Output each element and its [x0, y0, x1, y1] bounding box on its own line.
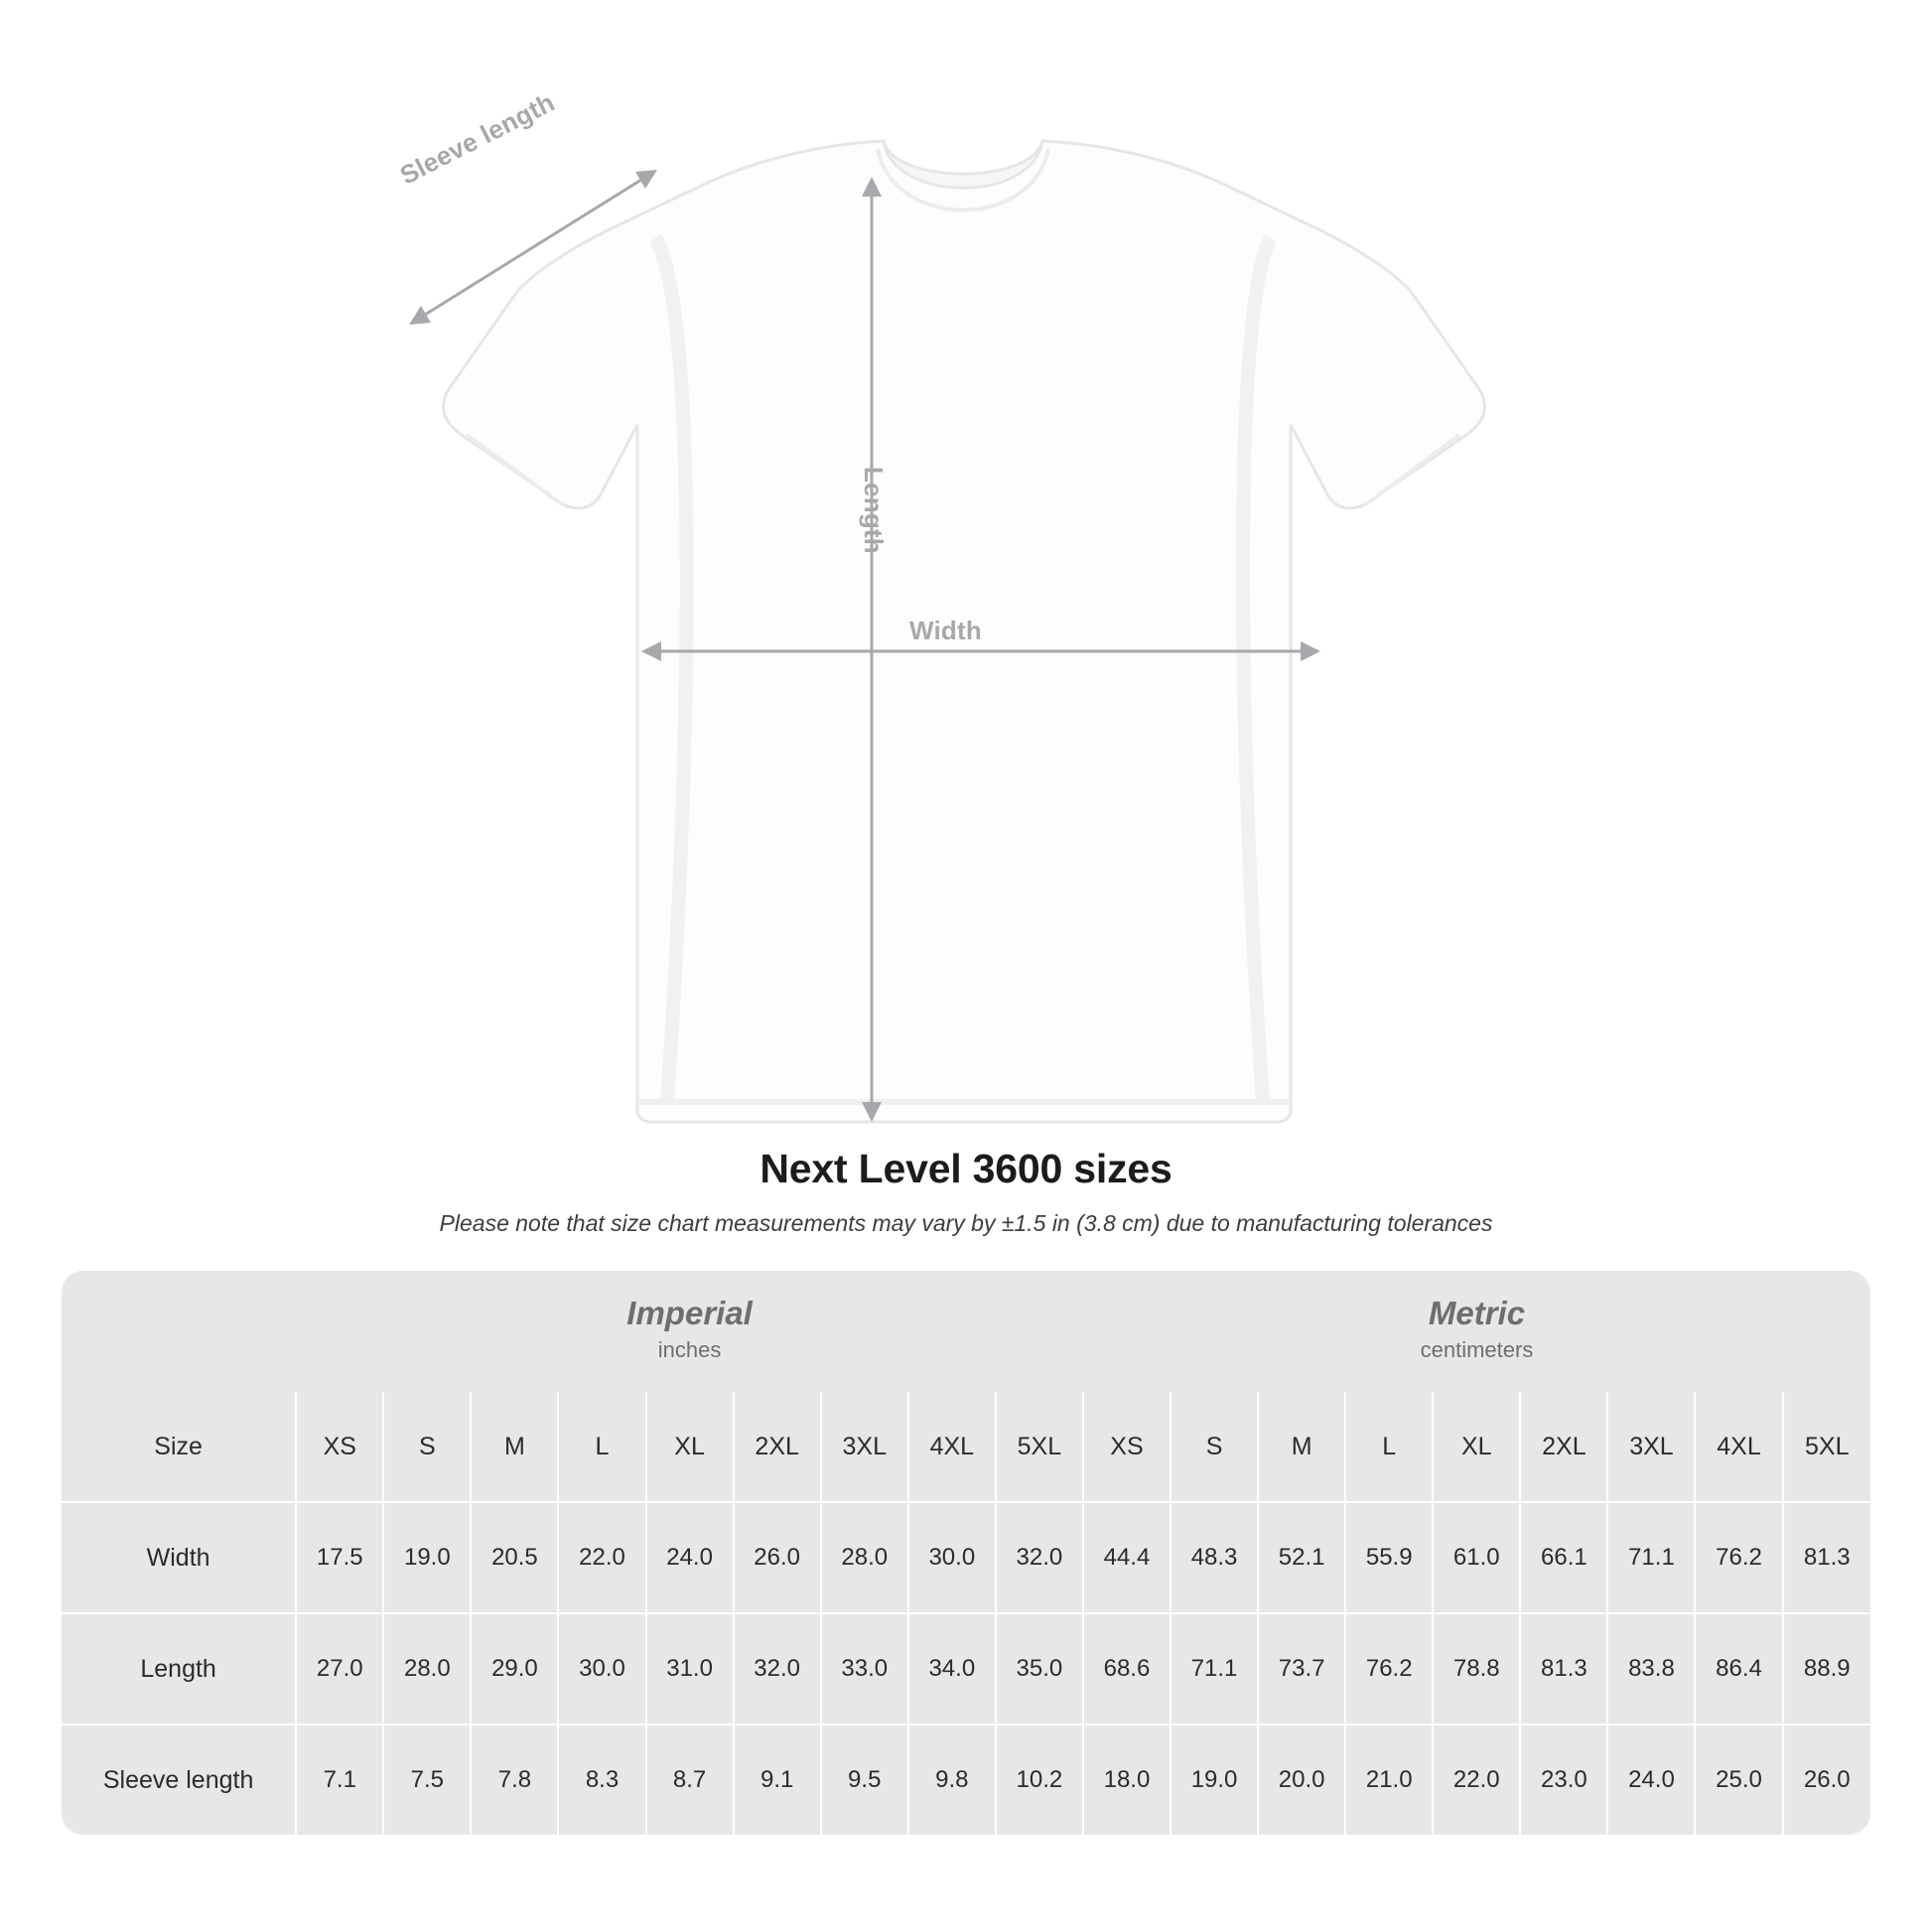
- cell-sleeve-imperial-xs: 7.1: [296, 1725, 383, 1835]
- cell-width-metric-s: 48.3: [1171, 1502, 1258, 1613]
- cell-width-imperial-xl: 24.0: [646, 1502, 734, 1613]
- table-header-row: [62, 1392, 1870, 1502]
- cell-length-metric-s: 71.1: [1171, 1613, 1258, 1725]
- page-title: Next Level 3600 sizes: [759, 1146, 1173, 1191]
- cell-length-imperial-m: 29.0: [471, 1613, 558, 1725]
- tolerance-note: Please note that size chart measurements may vary by ±1.5 in (3.8 cm) due to manufacturing tolerances: [439, 1210, 1493, 1236]
- cell-sleeve-imperial-m: 7.8: [471, 1725, 558, 1835]
- cell-length-imperial-xs: 27.0: [296, 1613, 383, 1725]
- header-imperial-m: M: [471, 1392, 558, 1502]
- cell-length-imperial-l: 30.0: [558, 1613, 645, 1725]
- header-imperial-xs: XS: [296, 1392, 383, 1502]
- cell-length-imperial-5xl: 35.0: [996, 1613, 1083, 1725]
- header-metric-xl: XL: [1433, 1392, 1520, 1502]
- header-imperial-4xl: 4XL: [908, 1392, 996, 1502]
- cell-width-imperial-s: 19.0: [383, 1502, 471, 1613]
- header-imperial-3xl: 3XL: [821, 1392, 908, 1502]
- cell-length-metric-3xl: 83.8: [1607, 1613, 1695, 1725]
- cell-width-metric-4xl: 76.2: [1695, 1502, 1782, 1613]
- cell-width-metric-5xl: 81.3: [1783, 1502, 1870, 1613]
- header-metric-5xl: 5XL: [1783, 1392, 1870, 1502]
- cell-width-metric-2xl: 66.1: [1520, 1502, 1607, 1613]
- cell-sleeve-metric-m: 20.0: [1258, 1725, 1345, 1835]
- header-metric-3xl: 3XL: [1607, 1392, 1695, 1502]
- cell-sleeve-imperial-3xl: 9.5: [821, 1725, 908, 1835]
- cell-sleeve-imperial-2xl: 9.1: [734, 1725, 821, 1835]
- cell-length-metric-xl: 78.8: [1433, 1613, 1520, 1725]
- header-imperial-s: S: [383, 1392, 471, 1502]
- row-label-width: Width: [62, 1502, 296, 1613]
- cell-length-metric-l: 76.2: [1345, 1613, 1433, 1725]
- header-metric-2xl: 2XL: [1520, 1392, 1607, 1502]
- cell-width-metric-m: 52.1: [1258, 1502, 1345, 1613]
- cell-sleeve-imperial-xl: 8.7: [646, 1725, 734, 1835]
- cell-length-imperial-s: 28.0: [383, 1613, 471, 1725]
- cell-width-metric-xl: 61.0: [1433, 1502, 1520, 1613]
- unit-header-imperial: [296, 1271, 1083, 1392]
- unit-header-row: [62, 1271, 1870, 1392]
- row-label-sleeve-length: Sleeve length: [62, 1725, 296, 1835]
- width-dimension-label: Width: [909, 616, 982, 645]
- cell-width-metric-3xl: 71.1: [1607, 1502, 1695, 1613]
- cell-sleeve-metric-s: 19.0: [1171, 1725, 1258, 1835]
- table-row: [62, 1725, 1870, 1835]
- table-row: [62, 1613, 1870, 1725]
- unit-header-metric: [1083, 1271, 1870, 1392]
- cell-sleeve-imperial-l: 8.3: [558, 1725, 645, 1835]
- cell-width-imperial-xs: 17.5: [296, 1502, 383, 1613]
- cell-length-metric-5xl: 88.9: [1783, 1613, 1870, 1725]
- cell-length-imperial-3xl: 33.0: [821, 1613, 908, 1725]
- sleeve-length-dimension-label: Sleeve length: [395, 86, 560, 191]
- metric-sublabel: centimeters: [1420, 1337, 1534, 1363]
- size-table-container: [62, 1271, 1870, 1835]
- header-metric-m: M: [1258, 1392, 1345, 1502]
- header-size: Size: [62, 1392, 296, 1502]
- cell-sleeve-metric-4xl: 25.0: [1695, 1725, 1782, 1835]
- cell-length-imperial-2xl: 32.0: [734, 1613, 821, 1725]
- header-metric-s: S: [1171, 1392, 1258, 1502]
- cell-sleeve-metric-2xl: 23.0: [1520, 1725, 1607, 1835]
- cell-sleeve-metric-l: 21.0: [1345, 1725, 1433, 1835]
- header-imperial-2xl: 2XL: [734, 1392, 821, 1502]
- cell-length-metric-xs: 68.6: [1083, 1613, 1171, 1725]
- imperial-label: Imperial: [626, 1295, 753, 1332]
- cell-sleeve-imperial-4xl: 9.8: [908, 1725, 996, 1835]
- cell-length-imperial-xl: 31.0: [646, 1613, 734, 1725]
- cell-length-metric-2xl: 81.3: [1520, 1613, 1607, 1725]
- length-dimension-label: Length: [859, 467, 889, 554]
- header-metric-xs: XS: [1083, 1392, 1171, 1502]
- cell-sleeve-metric-3xl: 24.0: [1607, 1725, 1695, 1835]
- imperial-sublabel: inches: [657, 1337, 722, 1363]
- size-table: [62, 1271, 1870, 1835]
- header-metric-l: L: [1345, 1392, 1433, 1502]
- header-imperial-5xl: 5XL: [996, 1392, 1083, 1502]
- row-label-length: Length: [62, 1613, 296, 1725]
- unit-header-spacer: [62, 1271, 296, 1392]
- header-imperial-l: L: [558, 1392, 645, 1502]
- cell-width-imperial-4xl: 30.0: [908, 1502, 996, 1613]
- cell-width-metric-xs: 44.4: [1083, 1502, 1171, 1613]
- cell-width-imperial-3xl: 28.0: [821, 1502, 908, 1613]
- cell-width-imperial-2xl: 26.0: [734, 1502, 821, 1613]
- cell-sleeve-metric-xs: 18.0: [1083, 1725, 1171, 1835]
- header-metric-4xl: 4XL: [1695, 1392, 1782, 1502]
- title-block: [0, 1146, 1932, 1237]
- header-imperial-xl: XL: [646, 1392, 734, 1502]
- cell-length-imperial-4xl: 34.0: [908, 1613, 996, 1725]
- cell-length-metric-m: 73.7: [1258, 1613, 1345, 1725]
- cell-width-imperial-l: 22.0: [558, 1502, 645, 1613]
- cell-length-metric-4xl: 86.4: [1695, 1613, 1782, 1725]
- table-row: [62, 1502, 1870, 1613]
- cell-sleeve-imperial-s: 7.5: [383, 1725, 471, 1835]
- cell-width-metric-l: 55.9: [1345, 1502, 1433, 1613]
- cell-width-imperial-5xl: 32.0: [996, 1502, 1083, 1613]
- cell-sleeve-metric-5xl: 26.0: [1783, 1725, 1870, 1835]
- metric-label: Metric: [1428, 1295, 1526, 1332]
- cell-width-imperial-m: 20.5: [471, 1502, 558, 1613]
- cell-sleeve-metric-xl: 22.0: [1433, 1725, 1520, 1835]
- cell-sleeve-imperial-5xl: 10.2: [996, 1725, 1083, 1835]
